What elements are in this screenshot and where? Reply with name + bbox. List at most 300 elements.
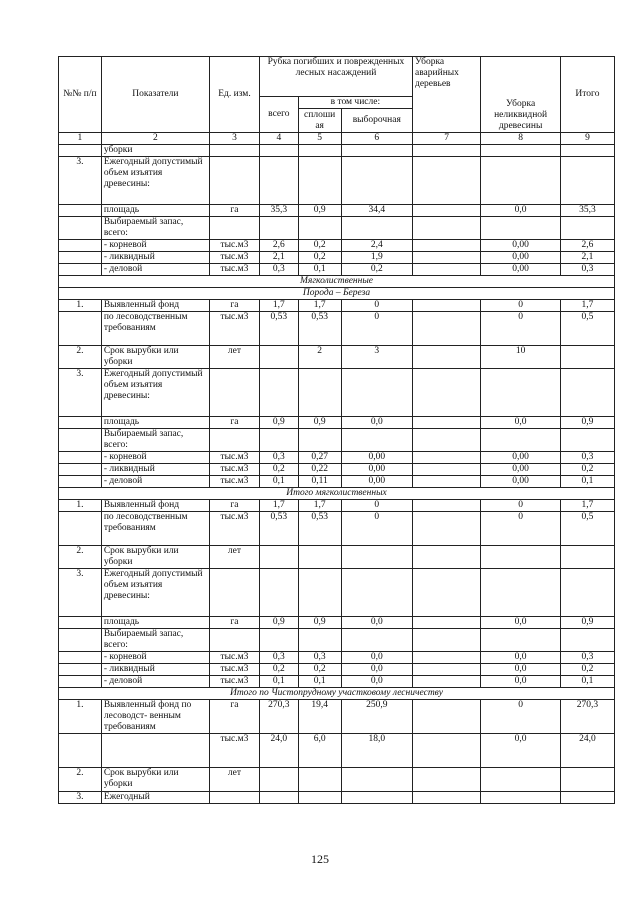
table-cell: 0 [341, 300, 412, 312]
table-cell: 3. [59, 157, 102, 205]
table-row [59, 700, 615, 734]
table-cell [412, 240, 480, 252]
table-cell: 250,9 [341, 700, 412, 734]
table-cell [259, 546, 298, 569]
table-cell: 0,9 [560, 617, 614, 629]
table-cell [259, 346, 298, 369]
table-cell [412, 252, 480, 264]
table-cell: 0,11 [298, 476, 341, 488]
table-cell [412, 346, 480, 369]
table-cell: га [209, 500, 259, 512]
section-row [59, 488, 615, 500]
table-cell [412, 512, 480, 546]
table-cell [209, 157, 259, 205]
table-cell [341, 792, 412, 804]
table-row [59, 500, 615, 512]
table-cell: 0,1 [560, 676, 614, 688]
table-row [59, 629, 615, 652]
table-cell [298, 369, 341, 417]
table-cell [481, 792, 561, 804]
table-cell: Срок вырубки или уборки [101, 768, 209, 792]
table-cell [560, 629, 614, 652]
table-cell: 0,0 [481, 652, 561, 664]
table-cell: уборки [101, 145, 209, 157]
table-cell: Выбираемый запас, всего: [101, 429, 209, 452]
table-cell [412, 145, 480, 157]
table-cell: 2,6 [560, 240, 614, 252]
table-cell [560, 145, 614, 157]
table-cell [412, 312, 480, 346]
table-cell: 0,5 [560, 312, 614, 346]
table-cell [481, 629, 561, 652]
table-cell: 0,9 [298, 205, 341, 217]
table-cell: 0,0 [341, 617, 412, 629]
table-cell: 0,0 [341, 417, 412, 429]
table-cell: 2 [298, 346, 341, 369]
table-cell: Ежегодный допустимый объем изъятия древесины: [101, 157, 209, 205]
table-cell [298, 217, 341, 240]
table-cell [298, 792, 341, 804]
section-row [59, 288, 615, 300]
column-number: 2 [101, 133, 209, 145]
table-cell [481, 768, 561, 792]
column-number: 4 [259, 133, 298, 145]
table-row [59, 346, 615, 369]
table-cell: 1. [59, 300, 102, 312]
table-cell [481, 546, 561, 569]
table-cell: 0,27 [298, 452, 341, 464]
table-cell [209, 145, 259, 157]
table-cell: Выявленный фонд [101, 500, 209, 512]
table-cell: тыс.м3 [209, 452, 259, 464]
table-row [59, 264, 615, 276]
table-cell [412, 700, 480, 734]
table-cell: га [209, 300, 259, 312]
table-cell [481, 569, 561, 617]
table-cell: 0,3 [259, 452, 298, 464]
table-cell: - ликвидный [101, 664, 209, 676]
table-cell [209, 429, 259, 452]
table-cell: Срок вырубки или уборки [101, 546, 209, 569]
table-cell: 0,2 [298, 664, 341, 676]
table-cell: 0,0 [481, 617, 561, 629]
table-cell [412, 768, 480, 792]
table-cell [341, 569, 412, 617]
table-cell: 0 [481, 700, 561, 734]
table-cell: 2,1 [560, 252, 614, 264]
table-cell: 0,00 [481, 476, 561, 488]
table-cell: тыс.м3 [209, 464, 259, 476]
table-cell [298, 546, 341, 569]
table-cell: 0,0 [341, 664, 412, 676]
table-cell: 0,2 [560, 664, 614, 676]
table-cell [259, 429, 298, 452]
table-cell: тыс.м3 [209, 240, 259, 252]
table-cell [341, 145, 412, 157]
table-cell: 19,4 [298, 700, 341, 734]
table-cell [412, 452, 480, 464]
table-cell: площадь [101, 617, 209, 629]
table-cell: 0 [481, 512, 561, 546]
table-cell: тыс.м3 [209, 252, 259, 264]
table-cell: 2. [59, 546, 102, 569]
table-cell [560, 768, 614, 792]
table-cell: лет [209, 546, 259, 569]
table-cell [341, 629, 412, 652]
table-cell [412, 217, 480, 240]
table-cell: 0,5 [560, 512, 614, 546]
table-cell [209, 792, 259, 804]
table-cell: 0,00 [481, 264, 561, 276]
header-indicators: Показатели [101, 57, 209, 133]
table-cell [341, 157, 412, 205]
table-cell [259, 569, 298, 617]
table-cell [59, 417, 102, 429]
table-cell [412, 569, 480, 617]
table-cell: 0,53 [259, 312, 298, 346]
table-cell: 0,9 [259, 417, 298, 429]
table-cell: 0,53 [298, 512, 341, 546]
table-cell: 6,0 [298, 734, 341, 768]
table-cell: 10 [481, 346, 561, 369]
table-cell [341, 217, 412, 240]
table-cell: - ликвидный [101, 252, 209, 264]
table-cell: 0,00 [481, 452, 561, 464]
column-number: 7 [412, 133, 480, 145]
table-cell: 0,1 [298, 676, 341, 688]
table-cell [412, 792, 480, 804]
table-cell: тыс.м3 [209, 476, 259, 488]
section-title: Итого мягколиственных [59, 488, 615, 500]
table-cell [209, 569, 259, 617]
table-cell [481, 145, 561, 157]
section-row [59, 276, 615, 288]
table-cell: по лесоводственным требованиям [101, 312, 209, 346]
table-cell: га [209, 617, 259, 629]
table-row [59, 240, 615, 252]
table-cell: Выявленный фонд по лесоводст- венным требованиям [101, 700, 209, 734]
table-cell [412, 664, 480, 676]
table-cell [341, 369, 412, 417]
table-cell: 24,0 [560, 734, 614, 768]
header-num: №№ п/п [59, 57, 102, 133]
section-row [59, 688, 615, 700]
table-cell: 2. [59, 768, 102, 792]
table-cell: 0,9 [298, 617, 341, 629]
table-cell: 1,7 [560, 300, 614, 312]
table-cell: 0,3 [560, 264, 614, 276]
table-cell: 0,3 [560, 452, 614, 464]
table-cell [59, 652, 102, 664]
table-cell [412, 205, 480, 217]
table-cell: 3. [59, 369, 102, 417]
table-cell: тыс.м3 [209, 676, 259, 688]
table-cell [259, 369, 298, 417]
table-cell: 1,9 [341, 252, 412, 264]
table-cell: 0,3 [560, 652, 614, 664]
table-cell: 1. [59, 500, 102, 512]
table-cell [412, 734, 480, 768]
section-title: Итого по Чистопрудному участковому лесничеству [59, 688, 615, 700]
column-number: 1 [59, 133, 102, 145]
table-cell: га [209, 205, 259, 217]
table-cell [59, 252, 102, 264]
table-cell: Ежегодный допустимый объем изъятия древесины: [101, 569, 209, 617]
table-cell: га [209, 417, 259, 429]
table-cell: 0,9 [259, 617, 298, 629]
table-cell: Выбираемый запас, всего: [101, 629, 209, 652]
table-cell [560, 346, 614, 369]
table-cell: 0,00 [481, 240, 561, 252]
table-cell: 1,7 [259, 500, 298, 512]
table-row [59, 205, 615, 217]
table-cell: 0,3 [298, 652, 341, 664]
table-cell: 0 [481, 312, 561, 346]
table-cell: 0,9 [560, 417, 614, 429]
table-cell: 270,3 [560, 700, 614, 734]
table-cell: 35,3 [560, 205, 614, 217]
table-cell: тыс.м3 [209, 264, 259, 276]
table-cell: 0,00 [341, 464, 412, 476]
section-title: Мягколиственные [59, 276, 615, 288]
table-cell: 0 [341, 500, 412, 512]
table-cell [412, 629, 480, 652]
table-cell [481, 369, 561, 417]
table-cell [412, 369, 480, 417]
table-row [59, 792, 615, 804]
table-cell: 0,0 [481, 664, 561, 676]
table-cell: Ежегодный допустимый объем изъятия древесины: [101, 369, 209, 417]
table-row [59, 157, 615, 205]
table-cell: 2,6 [259, 240, 298, 252]
table-row [59, 476, 615, 488]
table-cell: - ликвидный [101, 464, 209, 476]
table-cell: 0,2 [298, 252, 341, 264]
table-cell: 0,1 [298, 264, 341, 276]
table-cell: 0 [341, 512, 412, 546]
header-emergency: Уборка аварийных деревьев [412, 57, 480, 133]
table-cell: 2,4 [341, 240, 412, 252]
table-row [59, 429, 615, 452]
table-cell [560, 792, 614, 804]
table-cell: 0,1 [259, 676, 298, 688]
table-cell: Выбираемый запас, всего: [101, 217, 209, 240]
section-title: Порода – Береза [59, 288, 615, 300]
table-cell: 3. [59, 792, 102, 804]
table-cell: тыс.м3 [209, 664, 259, 676]
table-cell: лет [209, 768, 259, 792]
table-cell: 0,53 [259, 512, 298, 546]
table-cell [59, 676, 102, 688]
table-cell: площадь [101, 417, 209, 429]
table-cell: 0,0 [481, 676, 561, 688]
table-cell: тыс.м3 [209, 652, 259, 664]
column-number: 3 [209, 133, 259, 145]
table-cell [298, 145, 341, 157]
table-cell: 0 [481, 500, 561, 512]
table-cell [412, 546, 480, 569]
table-cell: 0,0 [481, 734, 561, 768]
table-cell: - корневой [101, 452, 209, 464]
table-cell [59, 452, 102, 464]
table-cell [341, 768, 412, 792]
table-cell [59, 240, 102, 252]
table-cell: 0,2 [259, 664, 298, 676]
table-cell [560, 157, 614, 205]
table-cell: тыс.м3 [209, 512, 259, 546]
table-cell [412, 429, 480, 452]
table-row [59, 676, 615, 688]
table-cell: 0,0 [341, 652, 412, 664]
table-cell [412, 676, 480, 688]
table-cell [59, 629, 102, 652]
table-cell: 34,4 [341, 205, 412, 217]
table-cell: 0,0 [481, 417, 561, 429]
table-cell: Выявленный фонд [101, 300, 209, 312]
table-row [59, 417, 615, 429]
table-cell [412, 264, 480, 276]
table-row [59, 664, 615, 676]
table-row [59, 369, 615, 417]
header-unit: Ед. изм. [209, 57, 259, 133]
table-cell [560, 569, 614, 617]
table-cell: - деловой [101, 264, 209, 276]
table-row [59, 617, 615, 629]
table-cell: 0,2 [560, 464, 614, 476]
column-number: 9 [560, 133, 614, 145]
table-cell [259, 157, 298, 205]
table-cell: лет [209, 346, 259, 369]
table-cell: 0,2 [298, 240, 341, 252]
table-row [59, 652, 615, 664]
table-cell: 1,7 [259, 300, 298, 312]
table-cell: 0,53 [298, 312, 341, 346]
table-cell [298, 629, 341, 652]
table-cell: 0 [341, 312, 412, 346]
table-cell [209, 629, 259, 652]
table-cell: 0,2 [341, 264, 412, 276]
table-cell [59, 312, 102, 346]
table-cell: по лесоводственным требованиям [101, 512, 209, 546]
table-row [59, 546, 615, 569]
table-cell: 0,0 [481, 205, 561, 217]
table-cell: 0 [481, 300, 561, 312]
table-cell: 0,0 [341, 676, 412, 688]
table-row [59, 145, 615, 157]
table-cell [560, 546, 614, 569]
table-cell: тыс.м3 [209, 312, 259, 346]
table-cell [481, 429, 561, 452]
table-cell: 0,00 [341, 452, 412, 464]
header-itogo: Итого [560, 57, 614, 133]
table-row [59, 464, 615, 476]
header-total: всего [259, 97, 298, 133]
table-cell: 0,3 [259, 264, 298, 276]
table-cell [412, 652, 480, 664]
table-cell [59, 664, 102, 676]
table-row [59, 512, 615, 546]
table-cell [412, 464, 480, 476]
column-number: 6 [341, 133, 412, 145]
table-cell [209, 217, 259, 240]
table-cell [259, 768, 298, 792]
table-cell [209, 369, 259, 417]
table-row [59, 768, 615, 792]
table-cell: - корневой [101, 652, 209, 664]
table-cell: 1. [59, 700, 102, 734]
header-clear: сплоши ая [298, 109, 341, 133]
table-cell: 0,3 [259, 652, 298, 664]
table-cell: 1,7 [298, 500, 341, 512]
table-row [59, 312, 615, 346]
table-cell [560, 369, 614, 417]
table-cell: 0,00 [481, 464, 561, 476]
table-cell [412, 300, 480, 312]
table-cell [59, 145, 102, 157]
table-cell [59, 264, 102, 276]
header-including: в том числе: [298, 97, 412, 109]
table-cell: тыс.м3 [209, 734, 259, 768]
table-cell: 270,3 [259, 700, 298, 734]
table-cell [298, 768, 341, 792]
table-cell: 0,00 [481, 252, 561, 264]
table-cell [259, 217, 298, 240]
table-cell [59, 734, 102, 768]
table-row [59, 300, 615, 312]
table-cell [59, 617, 102, 629]
table-cell: 2,1 [259, 252, 298, 264]
column-number: 8 [481, 133, 561, 145]
table-cell [298, 429, 341, 452]
forestry-table [58, 56, 615, 804]
table-cell [298, 569, 341, 617]
table-cell: 1,7 [298, 300, 341, 312]
table-cell: Срок вырубки или уборки [101, 346, 209, 369]
table-cell [412, 617, 480, 629]
table-cell [259, 145, 298, 157]
table-cell [412, 500, 480, 512]
table-cell: 0,1 [259, 476, 298, 488]
table-cell [341, 546, 412, 569]
table-cell: - деловой [101, 476, 209, 488]
table-cell [341, 429, 412, 452]
table-cell [59, 429, 102, 452]
table-cell: 0,1 [560, 476, 614, 488]
table-cell [560, 429, 614, 452]
table-cell [59, 205, 102, 217]
table-cell [412, 476, 480, 488]
table-cell [59, 512, 102, 546]
table-row [59, 569, 615, 617]
table-cell [560, 217, 614, 240]
table-cell [59, 476, 102, 488]
header-illiquid: Уборка неликвидной древесины [481, 57, 561, 133]
table-cell: 1,7 [560, 500, 614, 512]
column-number: 5 [298, 133, 341, 145]
table-cell [259, 629, 298, 652]
table-cell: площадь [101, 205, 209, 217]
table-cell: 35,3 [259, 205, 298, 217]
table-cell [59, 464, 102, 476]
table-cell [59, 217, 102, 240]
table-cell: 18,0 [341, 734, 412, 768]
table-cell [412, 417, 480, 429]
table-cell [412, 157, 480, 205]
table-cell [481, 217, 561, 240]
table-cell: 0,2 [259, 464, 298, 476]
table-cell [101, 734, 209, 768]
header-selective: выборочная [341, 109, 412, 133]
